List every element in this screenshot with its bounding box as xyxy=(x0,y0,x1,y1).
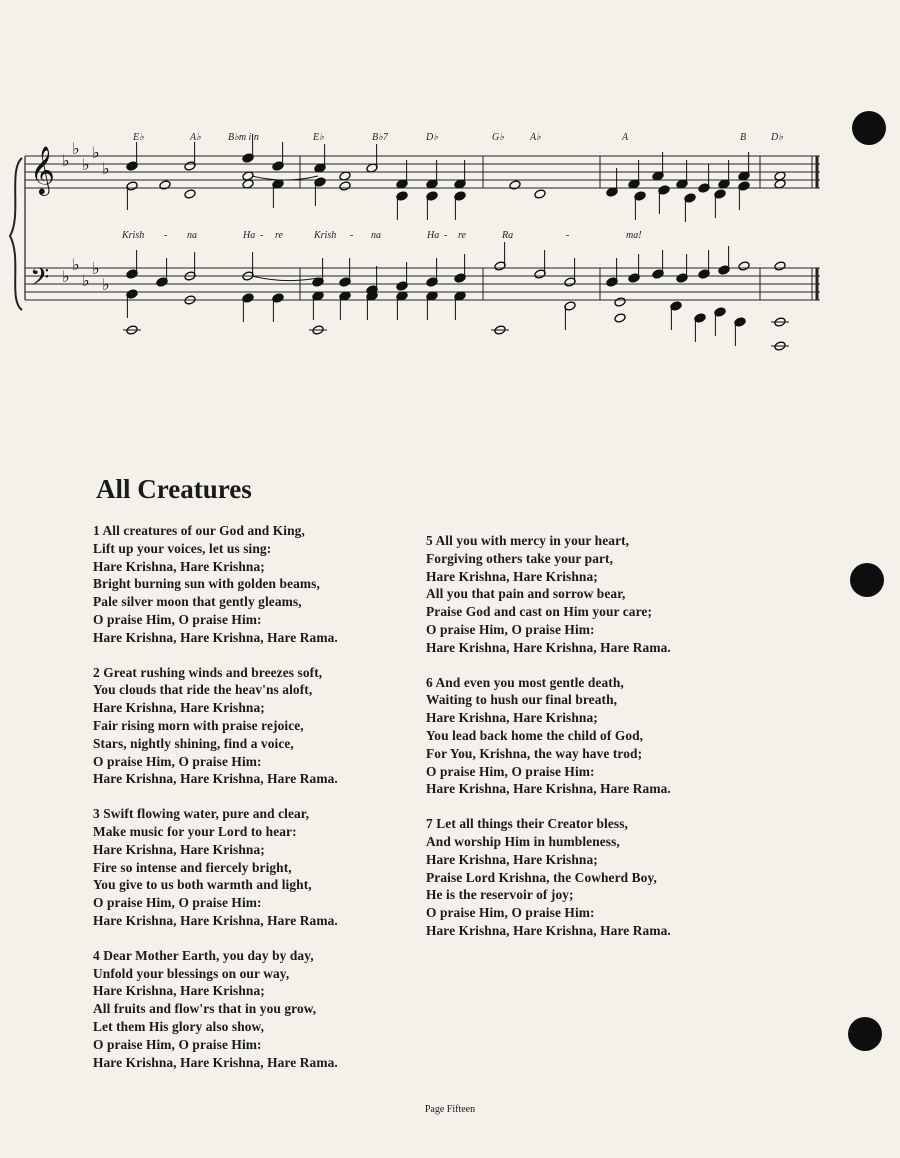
chord-symbol: D♭ xyxy=(771,132,783,143)
verse-line: Hare Krishna, Hare Krishna, Hare Rama. xyxy=(93,912,338,928)
verse xyxy=(93,947,433,1072)
barlines xyxy=(25,156,817,300)
score-lyric-syllable: Ha xyxy=(427,230,440,241)
chord-symbols xyxy=(132,132,783,143)
verse-line: Bright burning sun with golden beams, xyxy=(93,576,320,592)
chord-symbol: B xyxy=(740,132,747,143)
verse-line: 5 All you with mercy in your heart, xyxy=(426,533,630,548)
verse-line: Make music for your Lord to hear: xyxy=(93,823,297,839)
treble-clef: 𝄞 xyxy=(30,145,55,194)
chord-symbol: D♭ xyxy=(426,132,438,143)
flat-sign: ♭ xyxy=(62,153,70,170)
score-lyric-syllable: na xyxy=(371,230,381,241)
verse xyxy=(93,805,433,930)
verse xyxy=(93,522,433,647)
score-lyric-syllable: - xyxy=(444,230,448,241)
flat-sign: ♭ xyxy=(82,157,90,174)
flat-sign: ♭ xyxy=(62,269,70,286)
verses-left-column xyxy=(93,522,433,1088)
verse-line: Hare Krishna, Hare Krishna, Hare Rama. xyxy=(426,922,671,938)
verse xyxy=(93,664,433,789)
note-head xyxy=(509,180,521,190)
note-head xyxy=(159,180,171,190)
verse xyxy=(426,674,766,799)
verse-line: All you that pain and sorrow bear, xyxy=(426,586,626,602)
verse-line: 4 Dear Mother Earth, you day by day, xyxy=(93,947,314,963)
verse-line: Hare Krishna, Hare Krishna, Hare Rama. xyxy=(93,1054,338,1070)
verse-line: O praise Him, O praise Him: xyxy=(426,621,595,637)
score-lyric-syllable: - xyxy=(566,230,570,241)
chord-symbol: A♭ xyxy=(190,132,201,143)
verse-line: For You, Krishna, the way have trod; xyxy=(426,745,643,761)
verse-line: O praise Him, O praise Him: xyxy=(426,763,595,779)
note-head xyxy=(774,261,786,271)
chord-symbol: E♭ xyxy=(133,132,144,143)
verse-line: Hare Krishna, Hare Krishna, Hare Rama. xyxy=(93,629,338,645)
verse-line: Pale silver moon that gently gleams, xyxy=(93,594,302,610)
note-head xyxy=(534,189,546,199)
chord-symbol: A xyxy=(622,132,629,143)
score-lyric-syllable: Ra xyxy=(502,230,514,241)
system-brace xyxy=(10,158,22,310)
score-lyric-syllable: Ha xyxy=(243,230,256,241)
note-head xyxy=(184,189,196,199)
note-head xyxy=(738,261,750,271)
verse-line: You clouds that ride the heav'ns aloft, xyxy=(93,682,313,698)
verse-line: 1 All creatures of our God and King, xyxy=(93,523,305,538)
verse-line: You give to us both warmth and light, xyxy=(93,877,312,893)
verse-line: O praise Him, O praise Him: xyxy=(426,905,595,921)
score-lyric-syllable: Krish xyxy=(122,230,145,241)
verse-line: Hare Krishna, Hare Krishna, Hare Rama. xyxy=(426,781,671,797)
verse-line: O praise Him, O praise Him: xyxy=(93,753,262,769)
verse-line: 3 Swift flowing water, pure and clear, xyxy=(93,806,310,822)
music-notes xyxy=(123,134,789,351)
verse-line: And worship Him in humbleness, xyxy=(426,833,620,849)
note-head xyxy=(614,297,626,307)
verse-line: Hare Krishna, Hare Krishna; xyxy=(93,841,265,857)
note-head xyxy=(339,181,351,191)
flat-sign: ♭ xyxy=(102,277,110,294)
tie xyxy=(252,176,318,180)
verse-line: Hare Krishna, Hare Krishna; xyxy=(426,851,598,867)
chord-symbol: A♭ xyxy=(530,132,541,143)
verse-line: Forgiving others take your part, xyxy=(426,550,614,566)
verse-line: Hare Krishna, Hare Krishna; xyxy=(426,710,598,726)
note-head xyxy=(614,313,626,323)
page-number: Page Fifteen xyxy=(424,1104,476,1115)
chord-symbol: E♭ xyxy=(313,132,324,143)
verse-line: Hare Krishna, Hare Krishna; xyxy=(93,558,265,574)
verse-line: Unfold your blessings on our way, xyxy=(93,965,290,981)
verse-line: Hare Krishna, Hare Krishna; xyxy=(93,700,265,716)
verse-line: Hare Krishna, Hare Krishna, Hare Rama. xyxy=(93,771,338,787)
score-lyric-syllable: - xyxy=(164,230,168,241)
flat-sign: ♭ xyxy=(92,261,100,278)
binder-hole-bottom xyxy=(848,1017,882,1051)
verse-line: You lead back home the child of God, xyxy=(426,727,644,743)
score-lyrics xyxy=(121,230,642,241)
verse-line: O praise Him, O praise Him: xyxy=(93,1036,262,1052)
bass-clef: 𝄢 xyxy=(30,263,50,298)
verse-line: Fire so intense and fiercely bright, xyxy=(93,859,292,875)
chord-symbol: G♭ xyxy=(492,132,504,143)
verse xyxy=(426,815,766,940)
verse-line: He is the reservoir of joy; xyxy=(426,887,574,903)
verse-line: Lift up your voices, let us sing: xyxy=(93,540,272,556)
verse-line: Stars, nightly shining, find a voice, xyxy=(93,735,294,751)
verse-line: Hare Krishna, Hare Krishna; xyxy=(93,983,265,999)
verse-line: 6 And even you most gentle death, xyxy=(426,674,624,690)
flat-sign: ♭ xyxy=(102,161,110,178)
score-lyric-syllable: re xyxy=(275,230,283,241)
verse xyxy=(426,532,766,657)
chord-symbol: B♭m i n xyxy=(228,132,259,143)
flat-sign: ♭ xyxy=(72,257,80,274)
score-lyric-syllable: - xyxy=(260,230,264,241)
verse-line: All fruits and flow'rs that in you grow, xyxy=(93,1001,317,1017)
flat-sign: ♭ xyxy=(82,273,90,290)
clefs-and-key-signatures xyxy=(30,141,110,298)
verse-line: Let them His glory also show, xyxy=(93,1018,265,1034)
verse-line: Waiting to hush our final breath, xyxy=(426,692,618,708)
chord-symbol: B♭7 xyxy=(372,132,388,143)
score-lyric-syllable: Krish xyxy=(314,230,337,241)
binder-hole-middle xyxy=(850,563,884,597)
tie xyxy=(252,276,318,281)
score-lyric-syllable: na xyxy=(187,230,197,241)
score-lyric-syllable: ma! xyxy=(626,230,642,241)
verse-line: Hare Krishna, Hare Krishna, Hare Rama. xyxy=(426,639,671,655)
flat-sign: ♭ xyxy=(72,141,80,158)
verse-line: O praise Him, O praise Him: xyxy=(93,895,262,911)
verse-line: Fair rising morn with praise rejoice, xyxy=(93,717,304,733)
music-score xyxy=(0,0,900,400)
score-lyric-syllable: re xyxy=(458,230,466,241)
verse-line: Praise God and cast on Him your care; xyxy=(426,604,652,620)
score-lyric-syllable: - xyxy=(350,230,354,241)
verse-line: Praise Lord Krishna, the Cowherd Boy, xyxy=(426,869,657,885)
verse-line: 7 Let all things their Creator bless, xyxy=(426,816,628,832)
verses-right-column xyxy=(426,532,766,957)
flat-sign: ♭ xyxy=(92,145,100,162)
verse-line: 2 Great rushing winds and breezes soft, xyxy=(93,664,323,680)
verse-line: Hare Krishna, Hare Krishna; xyxy=(426,568,598,584)
verse-line: O praise Him, O praise Him: xyxy=(93,611,262,627)
hymn-title: All Creatures xyxy=(96,474,252,504)
